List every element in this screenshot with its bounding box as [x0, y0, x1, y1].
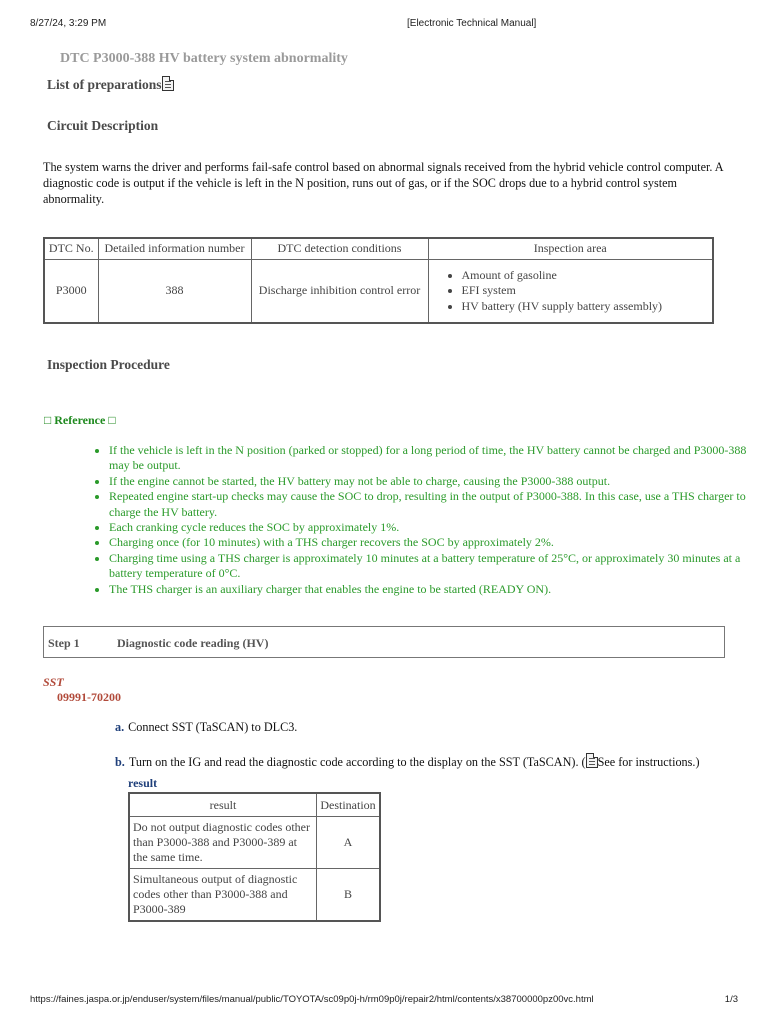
dtc-col-conditions: DTC detection conditions [251, 238, 428, 259]
list-item: • If the vehicle is left in the N position (parked or stopped) for a long period of time, the HV battery cannot be charged and P3000-388 may be output. [109, 443, 749, 474]
substep-b-text: Turn on the IG and read the diagnostic code according to the display on the SST (TaSCAN). ( [128, 755, 586, 769]
dtc-col-dtc-no: DTC No. [44, 238, 98, 259]
preparations-link[interactable] [47, 76, 174, 93]
substep-b-label: b. [115, 755, 125, 769]
table-row [129, 817, 380, 869]
instructions-link[interactable]: See for instructions. [597, 755, 696, 769]
list-item: • If the engine cannot be started, the HV battery may not be able to charge, causing the P3000-388 output. [109, 474, 749, 489]
table-row [44, 259, 713, 323]
print-date: 8/27/24, 3:29 PM [30, 18, 107, 29]
result-col-destination: Destination [317, 793, 381, 817]
list-item: • Amount of gasoline [462, 268, 710, 284]
list-item: • Charging time using a THS charger is approximately 10 minutes at a battery temperature of 25°C, or approximately 30 minutes at a battery temperature of 0°C. [109, 551, 749, 582]
list-item: • EFI system [462, 283, 710, 299]
inspection-area-cell [428, 259, 713, 323]
table-row [129, 869, 380, 921]
destination-cell: B [317, 869, 381, 921]
reference-list [92, 443, 749, 597]
result-table-header [129, 793, 380, 817]
substep-b-close: ) [695, 755, 700, 769]
dtc-col-inspection-area: Inspection area [428, 238, 713, 259]
page-number: 1/3 [724, 994, 738, 1005]
result-col-result: result [129, 793, 317, 817]
substep-a-text: Connect SST (TaSCAN) to DLC3. [128, 720, 298, 734]
preparations-label: List of preparations [47, 77, 162, 92]
result-cell: Simultaneous output of diagnostic codes other than P3000-388 and P3000-389 [129, 869, 317, 921]
list-item: • Repeated engine start-up checks may cause the SOC to drop, resulting in the output of P3000-388. In this case, use a THS charger to charge the HV battery. [109, 489, 749, 520]
reference-heading: □ Reference □ [44, 413, 116, 427]
dtc-col-detail-no: Detailed information number [98, 238, 251, 259]
doc-title: DTC P3000-388 HV battery system abnormality [60, 51, 348, 66]
document-icon[interactable] [162, 76, 174, 91]
result-cell: Do not output diagnostic codes other than P3000-388 and P3000-389 at the same time. [129, 817, 317, 869]
print-header [30, 18, 738, 32]
document-icon[interactable] [586, 753, 598, 768]
circuit-description-text: The system warns the driver and performs fail-safe control based on abnormal signals received from the hybrid vehicle control computer. A diagnostic code is output if the vehicle is left in the N position, runs out of gas, or if the SOC drops due to a hybrid control system abnormality. [43, 160, 723, 206]
page-url: https://faines.jaspa.or.jp/enduser/system/files/manual/public/TOYOTA/sc09p0j-h/rm09p0j/repair2/html/contents/x38700000pz00vc.html [30, 994, 594, 1005]
result-heading: result [128, 776, 158, 790]
condition-cell: Discharge inhibition control error [251, 259, 428, 323]
sst-label: SST [43, 675, 64, 689]
step-box [43, 626, 725, 658]
result-table [128, 792, 381, 922]
inspection-area-list [432, 268, 710, 315]
dtc-table-header [44, 238, 713, 259]
list-item: • Charging once (for 10 minutes) with a THS charger recovers the SOC by approximately 2%. [109, 535, 749, 550]
list-item: • HV battery (HV supply battery assembly) [462, 299, 710, 315]
list-item: • The THS charger is an auxiliary charger that enables the engine to be started (READY ON). [109, 582, 749, 597]
detail-no-cell: 388 [98, 259, 251, 323]
destination-cell: A [317, 817, 381, 869]
print-footer [30, 994, 738, 1008]
print-title: [Electronic Technical Manual] [407, 18, 537, 29]
circuit-description-heading: Circuit Description [47, 118, 159, 133]
substep-b [115, 753, 735, 770]
substep-a-label: a. [115, 720, 125, 734]
step-title: Diagnostic code reading (HV) [117, 636, 269, 650]
list-item: • Each cranking cycle reduces the SOC by approximately 1%. [109, 520, 749, 535]
step-number: Step 1 [48, 636, 80, 650]
dtc-no-cell: P3000 [44, 259, 98, 323]
dtc-table [43, 237, 714, 324]
inspection-procedure-heading: Inspection Procedure [47, 357, 170, 372]
substep-a [115, 720, 297, 735]
sst-number: 09991-70200 [57, 690, 121, 704]
